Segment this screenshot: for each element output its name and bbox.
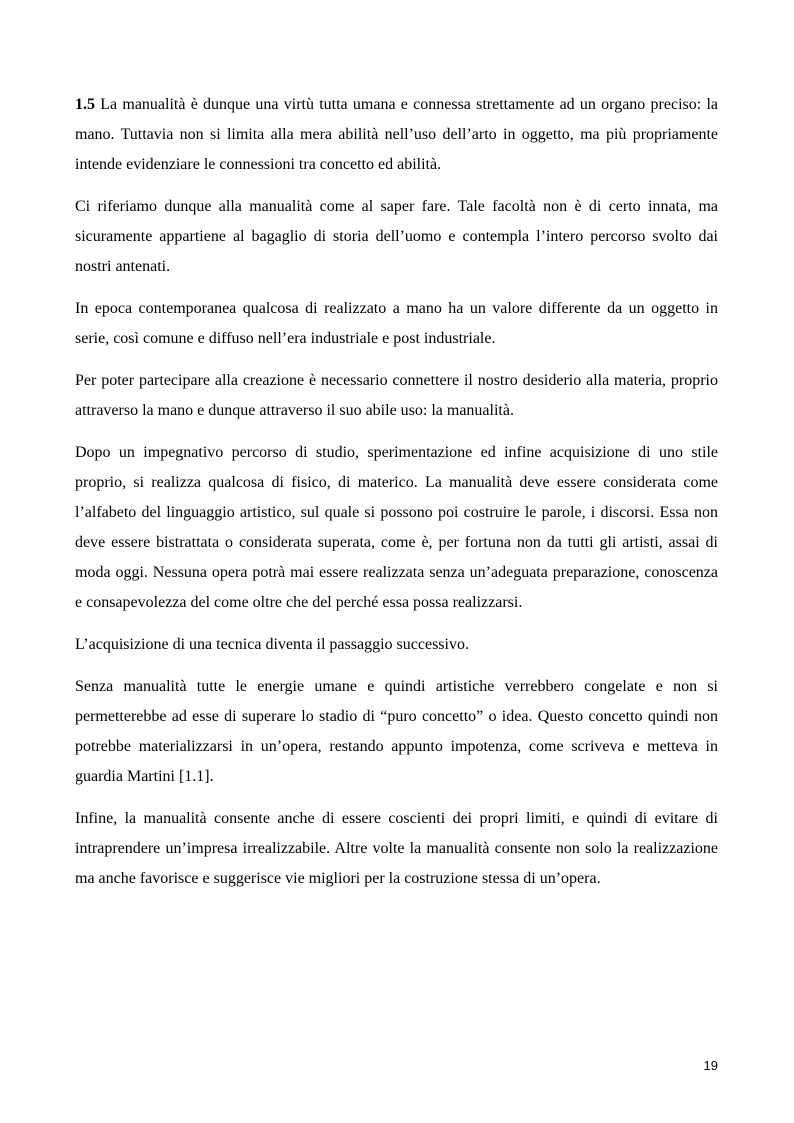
paragraph-2: Ci riferiamo dunque alla manualità come al saper fare. Tale facoltà non è di certo innata, ma sicuramente appartiene al bagaglio di storia dell’uomo e contempla l’intero percorso svolto dai nostri antenati. (75, 198, 718, 275)
paragraph-5: Dopo un impegnativo percorso di studio, sperimentazione ed infine acquisizione di uno stile proprio, si realizza qualcosa di fisico, di materico. La manualità deve essere considerata come l’alfabeto del linguaggio artistico, sul quale si possono poi costruire le parole, i discorsi. Essa non deve essere bistrattata o considerata superata, come è, per fortuna non da tutti gli artisti, assai di moda oggi. Nessuna opera potrà mai essere realizzata senza un’adeguata preparazione, conoscenza e consapevolezza del come oltre che del perché essa possa realizzarsi. (75, 444, 718, 611)
paragraph-1-text: La manualità è dunque una virtù tutta umana e connessa strettamente ad un organo preciso: la mano. Tuttavia non si limita alla mera abilità nell’uso dell’arto in oggetto, ma più propriamente intende evidenziare le connessioni tra concetto ed abilità. (75, 96, 718, 173)
paragraph-3: In epoca contemporanea qualcosa di realizzato a mano ha un valore differente da un oggetto in serie, così comune e diffuso nell’era industriale e post industriale. (75, 300, 718, 347)
page-number: 19 (703, 1058, 718, 1073)
paragraph-4: Per poter partecipare alla creazione è necessario connettere il nostro desiderio alla materia, proprio attraverso la mano e dunque attraverso il suo abile uso: la manualità. (75, 372, 718, 419)
paragraph-7: Senza manualità tutte le energie umane e quindi artistiche verrebbero congelate e non si permetterebbe ad esse di superare lo stadio di “puro concetto” o idea. Questo concetto quindi non potrebbe materializzarsi in un’opera, restando appunto impotenza, come scriveva e metteva in guardia Martini [1.1]. (75, 678, 718, 785)
section-number: 1.5 (75, 96, 95, 113)
document-body (75, 90, 718, 906)
paragraph-6: L’acquisizione di una tecnica diventa il passaggio successivo. (75, 636, 469, 653)
paragraph-1 (75, 90, 718, 180)
paragraph-8: Infine, la manualità consente anche di essere coscienti dei propri limiti, e quindi di evitare di intraprendere un’impresa irrealizzabile. Altre volte la manualità consente non solo la realizzazione ma anche favorisce e suggerisce vie migliori per la costruzione stessa di un’opera. (75, 810, 718, 887)
